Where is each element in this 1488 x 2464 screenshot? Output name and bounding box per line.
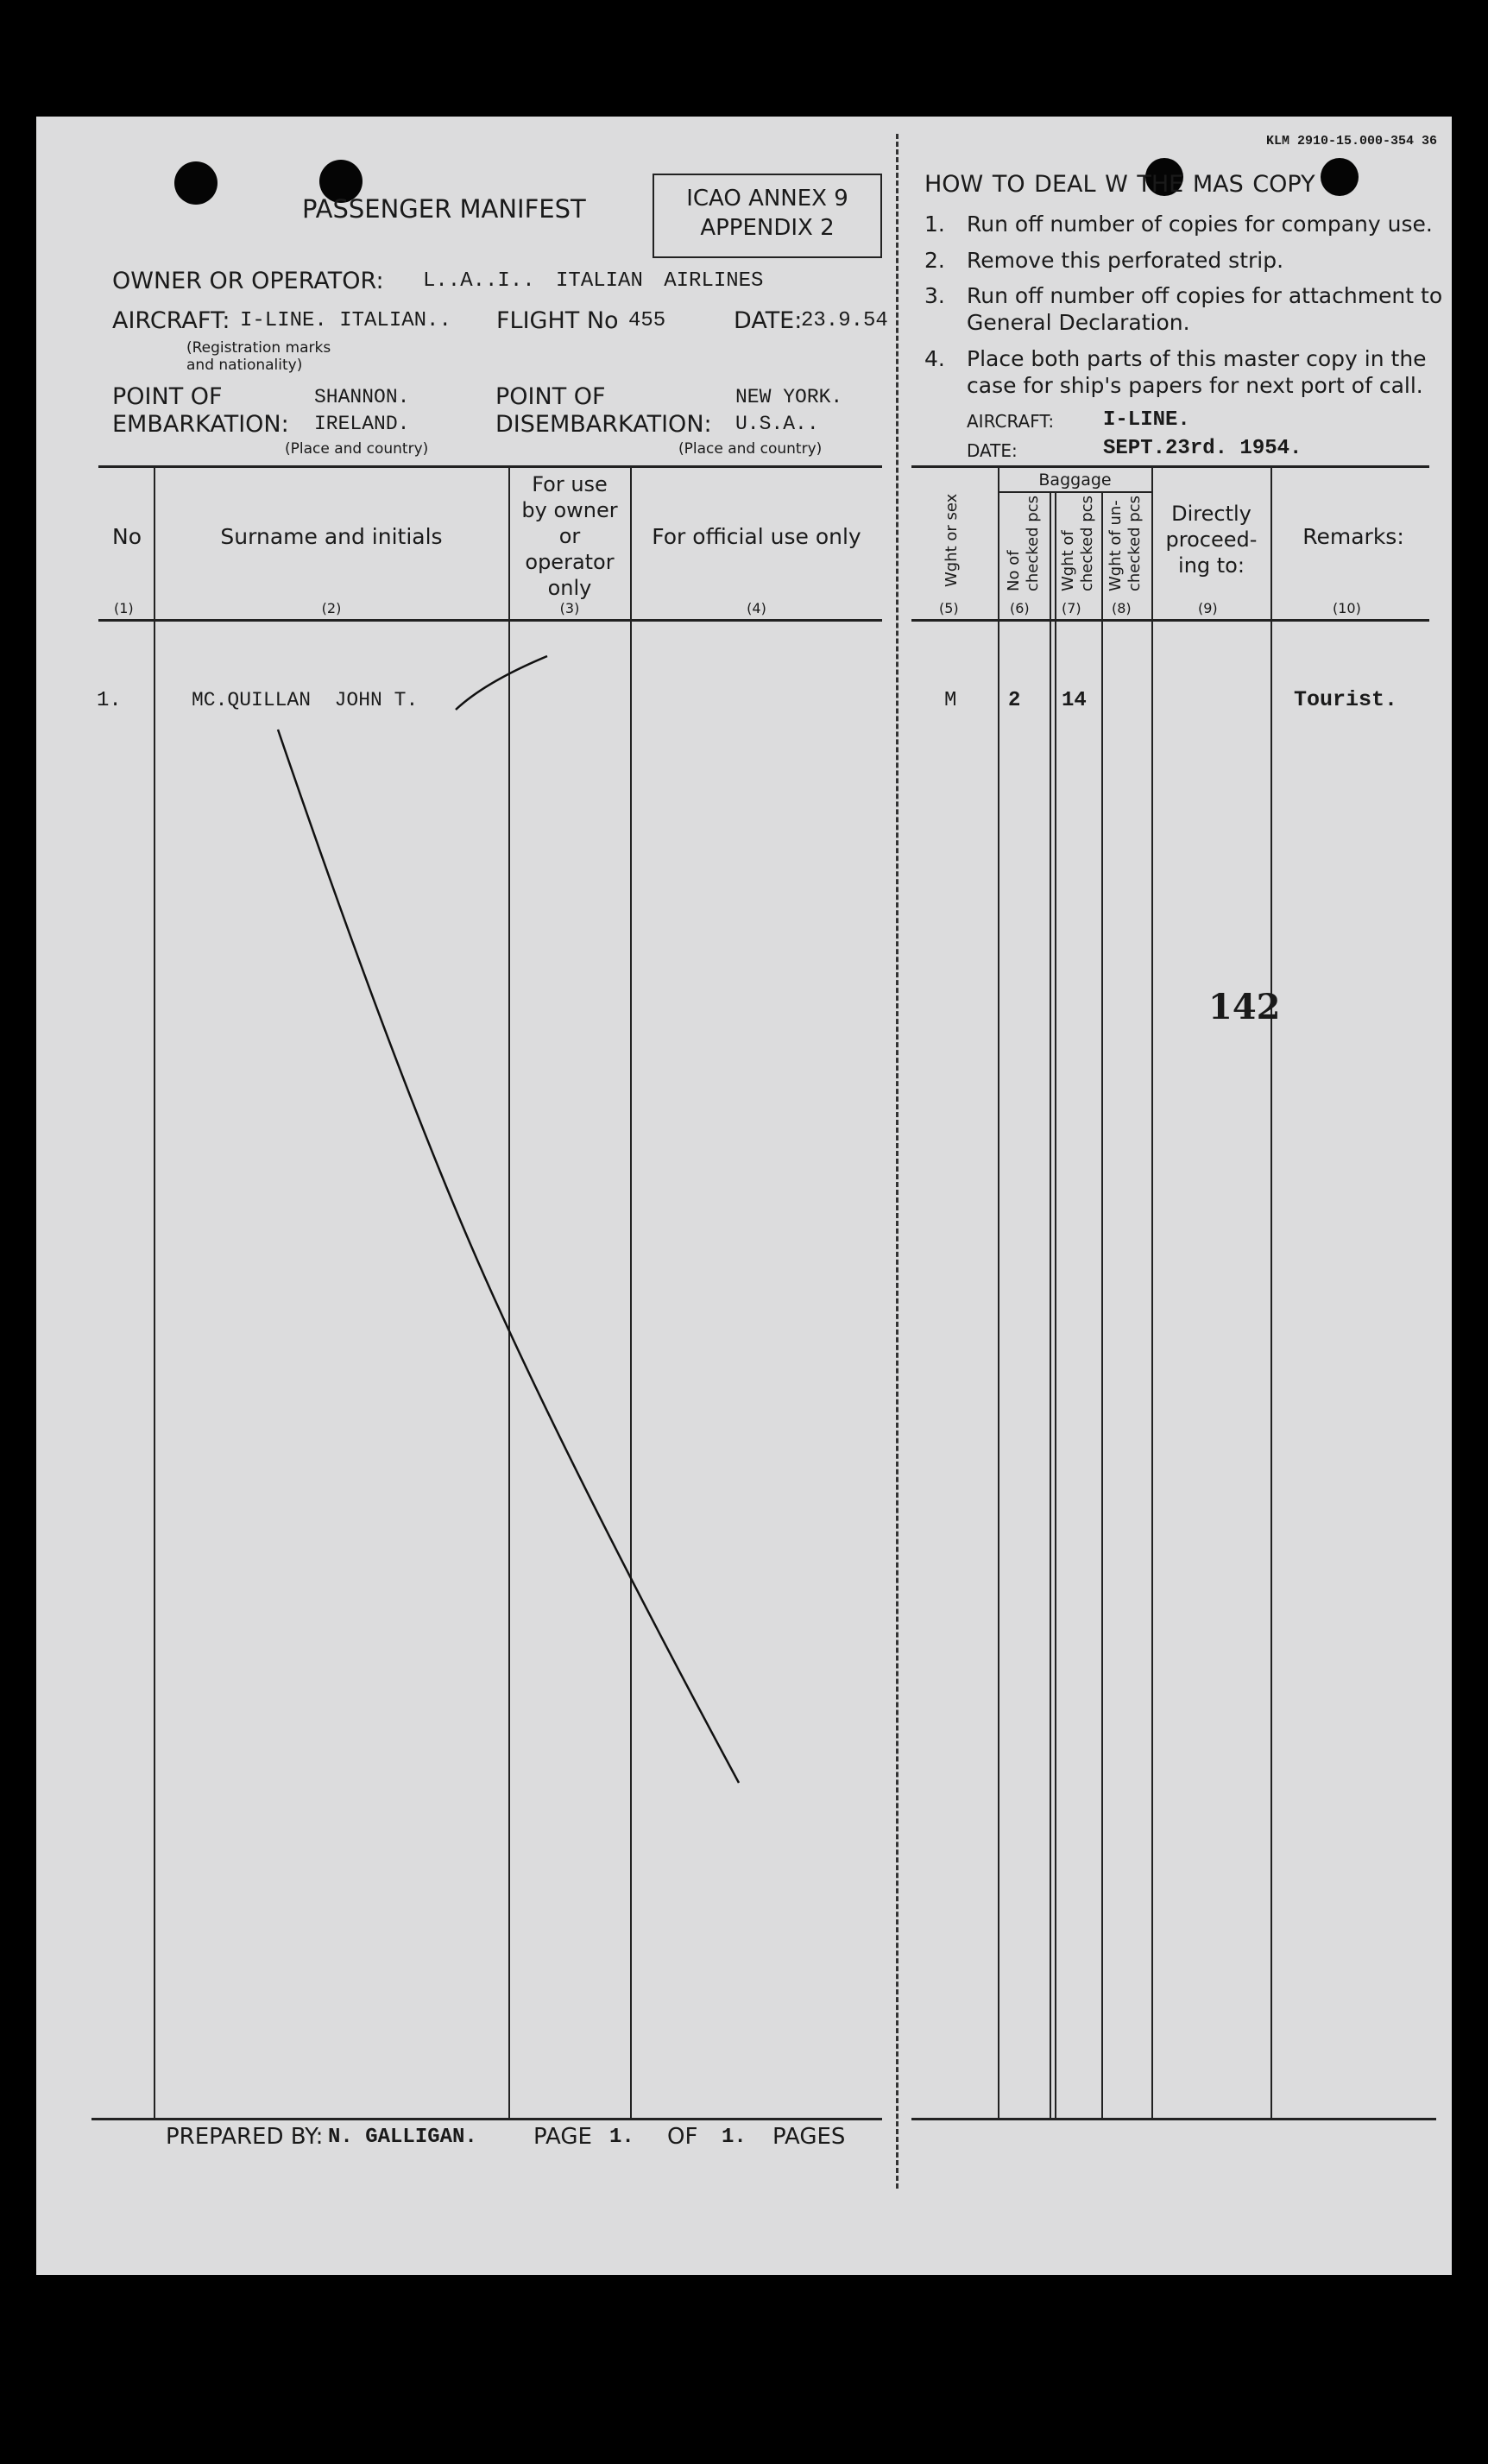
- col-num-3: (3): [559, 600, 580, 616]
- passenger-no: 1.: [97, 689, 122, 712]
- annex-line2: APPENDIX 2: [700, 215, 835, 241]
- embark-label-2: EMBARKATION:: [112, 411, 289, 438]
- page-label: PAGE: [533, 2124, 592, 2150]
- owner-use-line-5: only: [547, 576, 592, 600]
- embark-value-1: SHANNON.: [314, 386, 410, 408]
- of-value: 1.: [722, 2126, 747, 2149]
- col-num-1: (1): [114, 600, 134, 616]
- instruction-num-1: 1.: [924, 212, 945, 237]
- pen-stroke: [36, 117, 1452, 2275]
- diagonal-cancel-stroke: [278, 730, 739, 1783]
- instruction-text-2: Remove this perforated strip.: [967, 248, 1284, 273]
- page-value: 1.: [609, 2126, 634, 2149]
- weight-checked-line-2: checked pcs: [1078, 496, 1096, 591]
- form-code: KLM 2910-15.000-354 36: [1266, 134, 1438, 148]
- embark-label-1: POINT OF: [112, 383, 223, 410]
- of-label: OF: [667, 2124, 698, 2150]
- aircraft-value: I-LINE. ITALIAN..: [240, 309, 451, 332]
- owner-use-line-1: For use: [532, 472, 608, 496]
- disembark-value-2: U.S.A..: [735, 413, 819, 435]
- weight-unchecked-line-2: checked pcs: [1125, 496, 1144, 591]
- registration-note-1: (Registration marks: [186, 339, 331, 357]
- date-value: 23.9.54: [801, 309, 888, 332]
- col-header-weight-sex: Wght or sex: [943, 493, 961, 587]
- col-num-2: (2): [321, 600, 342, 616]
- directly-line-2: proceed-: [1165, 528, 1258, 552]
- instruction-num-4: 4.: [924, 346, 945, 371]
- owner-label: OWNER OR OPERATOR:: [112, 268, 384, 294]
- prepared-value: N. GALLIGAN.: [328, 2126, 477, 2149]
- right-aircraft-value: I-LINE.: [1103, 408, 1190, 432]
- passenger-sex: M: [944, 689, 957, 712]
- instructions-title: HOW TO DEAL W THE MAS COPY: [924, 171, 1315, 198]
- stamp-number: 142: [1208, 987, 1281, 1027]
- right-date-value: SEPT.23rd. 1954.: [1103, 437, 1302, 460]
- passenger-checked-pcs: 2: [1008, 689, 1021, 712]
- col-header-remarks: Remarks:: [1302, 524, 1404, 549]
- right-date-label: DATE:: [967, 440, 1018, 461]
- manifest-sheet: [36, 117, 1452, 2275]
- instruction-text-3: Run off number off copies for attachment to: [967, 283, 1443, 308]
- col-num-5: (5): [939, 600, 959, 616]
- col-header-surname: Surname and initials: [220, 524, 443, 549]
- instruction-num-3: 3.: [924, 283, 945, 308]
- owner-use-line-4: operator: [525, 550, 615, 574]
- col-num-8: (8): [1112, 600, 1132, 616]
- col-num-4: (4): [747, 600, 766, 616]
- weight-unchecked-line-1: Wght of un-: [1107, 500, 1125, 591]
- disembark-value-1: NEW YORK.: [735, 386, 843, 408]
- embark-place-note: (Place and country): [285, 440, 429, 458]
- owner-value: L..A..I.. ITALIAN AIRLINES: [423, 269, 764, 293]
- col-header-official: For official use only: [652, 524, 861, 549]
- check-mark-stroke: [456, 656, 547, 710]
- col-num-9: (9): [1198, 600, 1218, 616]
- instruction-text-3b: General Declaration.: [967, 310, 1190, 335]
- col-header-baggage: Baggage: [1038, 471, 1112, 490]
- prepared-label: PREPARED BY:: [166, 2124, 324, 2150]
- instruction-text-1: Run off number of copies for company use.: [967, 212, 1433, 237]
- disembark-label-1: POINT OF: [495, 383, 606, 410]
- passenger-name: MC.QUILLAN JOHN T.: [192, 689, 419, 711]
- instruction-num-2: 2.: [924, 248, 945, 273]
- instruction-text-4: Place both parts of this master copy in the: [967, 346, 1427, 371]
- passenger-weight: 14: [1062, 689, 1087, 712]
- instruction-text-4b: case for ship's papers for next port of call.: [967, 373, 1423, 398]
- date-label: DATE:: [734, 307, 803, 334]
- pages-label: PAGES: [772, 2124, 846, 2150]
- embark-value-2: IRELAND.: [314, 413, 410, 435]
- passenger-remarks: Tourist.: [1294, 687, 1398, 712]
- col-num-10: (10): [1333, 600, 1361, 616]
- col-num-7: (7): [1062, 600, 1081, 616]
- owner-use-line-2: by owner: [521, 498, 618, 522]
- flight-label: FLIGHT No: [496, 307, 619, 334]
- directly-line-1: Directly: [1171, 502, 1252, 526]
- flight-value: 455: [628, 309, 666, 332]
- disembark-label-2: DISEMBARKATION:: [495, 411, 712, 438]
- right-aircraft-label: AIRCRAFT:: [967, 411, 1055, 432]
- col-num-6: (6): [1010, 600, 1030, 616]
- page-title: PASSENGER MANIFEST: [302, 194, 586, 224]
- owner-use-line-3: or: [558, 524, 581, 548]
- annex-line1: ICAO ANNEX 9: [686, 186, 848, 212]
- directly-line-3: ing to:: [1178, 553, 1245, 578]
- col-header-no: No: [112, 524, 142, 549]
- checked-pcs-line-1: No of: [1005, 550, 1023, 591]
- aircraft-label: AIRCRAFT:: [112, 307, 230, 334]
- disembark-place-note: (Place and country): [678, 440, 823, 458]
- weight-checked-line-1: Wght of: [1059, 530, 1077, 591]
- registration-note-2: and nationality): [186, 357, 303, 374]
- checked-pcs-line-2: checked pcs: [1024, 496, 1042, 591]
